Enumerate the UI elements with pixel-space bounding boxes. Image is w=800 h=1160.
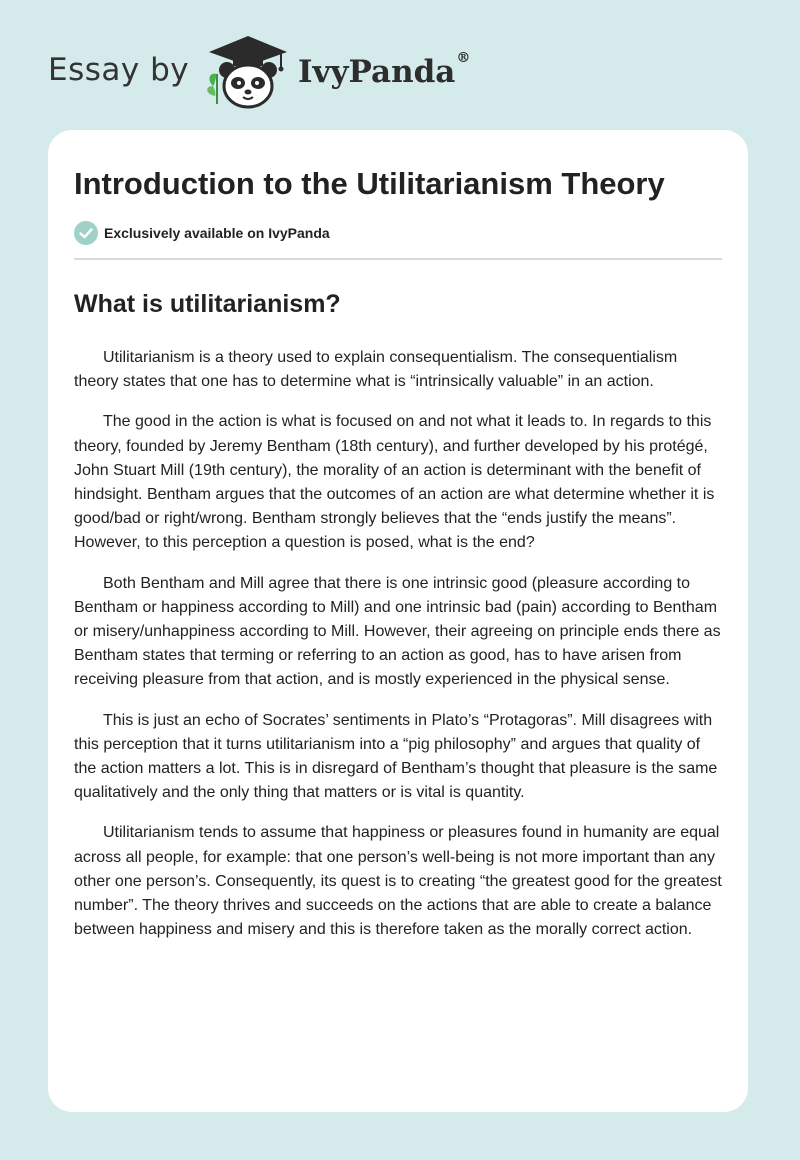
page-title: Introduction to the Utilitarianism Theory [74,166,665,201]
site-header [48,32,748,112]
paragraph: The good in the action is what is focused on and not what it leads to. In regards to this theory, founded by Jeremy Bentham (18th century), and further developed by his protégé, John Stuart Mill (19th century), the morality of an action is determinant with the benefit of hindsight. Bentham argues that the outcomes of an action are what determine whether it is good/bad or right/wrong. Bentham strongly believes that the “ends justify the means”. However, to this perception a question is posed, what is the end? [74,413,715,552]
essay-body [74,346,722,942]
section-heading: What is utilitarianism? [74,290,341,318]
paragraph: Utilitarianism is a theory used to explain consequentialism. The consequentialism theory states that one has to determine what is “intrinsically valuable” in an action. [74,349,678,391]
exclusive-badge [74,220,722,246]
paragraph: Both Bentham and Mill agree that there is one intrinsic good (pleasure according to Bentham or happiness according to Mill) and one intrinsic bad (pain) according to Bentham or misery/unhappiness according to Mill. However, their agreeing on principle ends there as Bentham states that terming or referring to an action as good, has to have arisen from receiving pleasure from that action, and is mostly experienced in the physical sense. [74,574,721,689]
brand-name[interactable]: IvyPanda® [298,50,471,90]
divider [74,258,722,260]
essay-card [48,130,748,1112]
panda-logo-icon[interactable] [203,34,293,110]
paragraph: Utilitarianism tends to assume that happiness or pleasures found in humanity are equal across all people, for example: that one person’s well-being is not more important than any other one person’s. Consequently, its quest is to creating “the greatest good for the greatest number”. The theory thrives and succeeds on the actions that are able to create a balance between happiness and misery and this is therefore taken as the morally correct action. [74,824,722,939]
exclusive-label: Exclusively available on IvyPanda [104,225,330,241]
check-circle-icon [74,221,98,245]
registered-mark: ® [456,50,471,66]
essay-by-label: Essay by [48,52,190,88]
paragraph: This is just an echo of Socrates’ sentiments in Plato’s “Protagoras”. Mill disagrees with this perception that it turns utilitarianism into a “pig philosophy” and argues that quality of the action matters a lot. This is in disregard of Bentham’s thought that pleasure is the same qualitatively and the only thing that matters or is vital is quantity. [74,711,718,802]
essay-content [74,164,722,958]
